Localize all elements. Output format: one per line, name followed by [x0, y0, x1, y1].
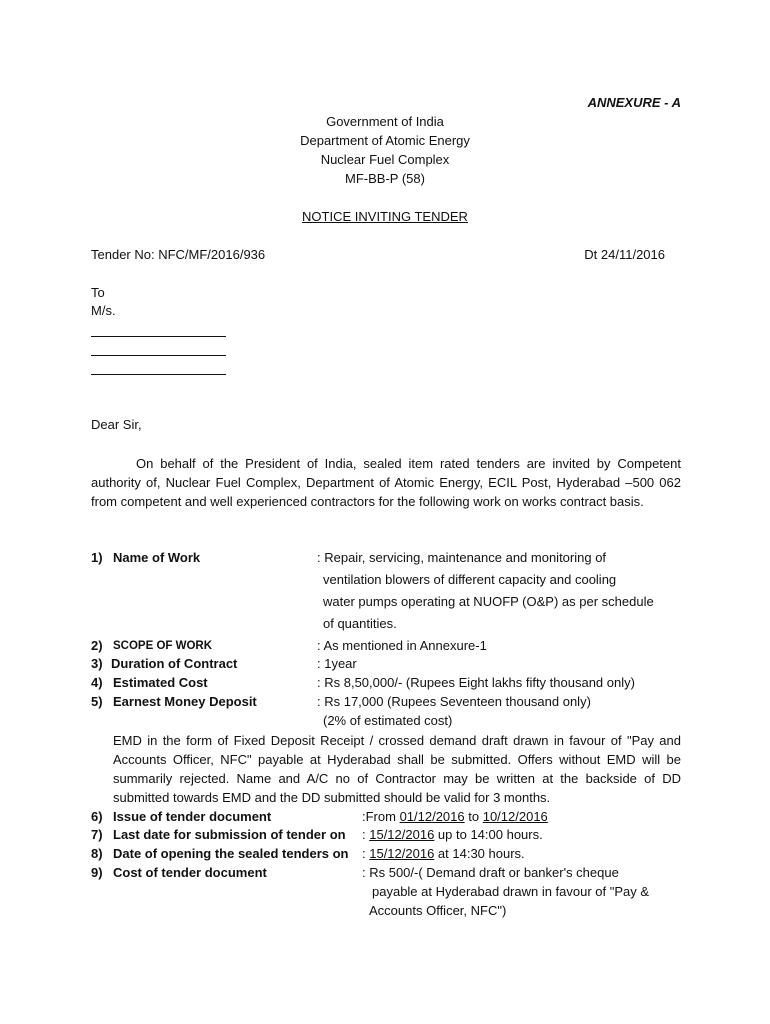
- org-line-complex: Nuclear Fuel Complex: [320, 152, 450, 167]
- salutation: Dear Sir,: [91, 417, 142, 432]
- item-label: SCOPE OF WORK: [113, 640, 213, 652]
- item-number: 7): [91, 827, 103, 842]
- intro-paragraph: On behalf of the President of India, sealed item rated tenders are invited by Competent authority of, Nuclear Fuel Complex, Department of Atomic Energy, ECIL Post, Hyderabad –500 062 from competent and well experienced contractors for the following work on works contract basis.: [91, 456, 681, 509]
- item-label: Last date for submission of tender on: [113, 827, 346, 842]
- date-to: 10/12/2016: [482, 809, 548, 824]
- notice-title: NOTICE INVITING TENDER: [302, 209, 468, 224]
- item-value-line: ventilation blowers of different capacity and cooling: [323, 572, 617, 587]
- org-line-department: Department of Atomic Energy: [300, 133, 470, 148]
- item-number: 2): [91, 638, 103, 653]
- item-value-line: (2% of estimated cost): [323, 713, 453, 728]
- opening-date: 15/12/2016: [369, 846, 435, 861]
- item-number: 1): [91, 550, 103, 565]
- org-line-code: MF-BB-P (58): [345, 171, 425, 186]
- item-number: 6): [91, 809, 103, 824]
- address-blank-line-3: [91, 374, 226, 375]
- org-line-government: Government of India: [326, 114, 444, 129]
- item-value-line: of quantities.: [323, 616, 397, 631]
- item-number: 5): [91, 694, 103, 709]
- item-value-line: Accounts Officer, NFC"): [369, 903, 507, 918]
- item-value: : As mentioned in Annexure-1: [317, 638, 487, 653]
- item-number: 4): [91, 675, 103, 690]
- item-value: : 15/12/2016 up to 14:00 hours.: [362, 827, 543, 842]
- item-number: 3): [91, 656, 103, 671]
- item-value: : Rs 8,50,000/- (Rupees Eight lakhs fifty thousand only): [317, 675, 635, 690]
- address-blank-line-1: [91, 336, 226, 337]
- item-value-line: : Repair, servicing, maintenance and monitoring of: [317, 550, 607, 565]
- item-label: Name of Work: [113, 550, 201, 565]
- emd-paragraph: EMD in the form of Fixed Deposit Receipt / crossed demand draft drawn in favour of "Pay and Accounts Officer, NFC" payable at Hyderabad shall be submitted. Offers without EMD will be summarily rejected. Name and A/C no of Contractor may be written at the backside of DD submitted towards EMD and the DD submitted should be valid for 3 months.: [113, 733, 681, 805]
- date-from: 01/12/2016: [399, 809, 465, 824]
- item-value-line: : Rs 500/-( Demand draft or banker's cheque: [362, 865, 619, 880]
- item-label: Duration of Contract: [111, 656, 238, 671]
- item-value: : 15/12/2016 at 14:30 hours.: [362, 846, 525, 861]
- address-blank-line-2: [91, 355, 226, 356]
- item-label: Cost of tender document: [113, 865, 267, 880]
- item-value-line: payable at Hyderabad drawn in favour of "Pay &: [372, 884, 650, 899]
- item-value: : Rs 17,000 (Rupees Seventeen thousand only): [317, 694, 591, 709]
- item-number: 9): [91, 865, 103, 880]
- item-value: :From 01/12/2016 to 10/12/2016: [362, 809, 548, 824]
- submission-date: 15/12/2016: [369, 827, 435, 842]
- item-label: Issue of tender document: [113, 809, 272, 824]
- annexure-label: ANNEXURE - A: [587, 95, 681, 110]
- item-value: : 1year: [317, 656, 357, 671]
- address-to: To: [91, 285, 105, 300]
- item-value-line: water pumps operating at NUOFP (O&P) as per schedule: [323, 594, 654, 609]
- address-ms: M/s.: [91, 303, 116, 318]
- item-label: Estimated Cost: [113, 675, 208, 690]
- item-label: Earnest Money Deposit: [113, 694, 257, 709]
- tender-number: Tender No: NFC/MF/2016/936: [91, 247, 266, 262]
- item-label: Date of opening the sealed tenders on: [113, 846, 349, 861]
- tender-date: Dt 24/11/2016: [584, 247, 665, 262]
- item-number: 8): [91, 846, 103, 861]
